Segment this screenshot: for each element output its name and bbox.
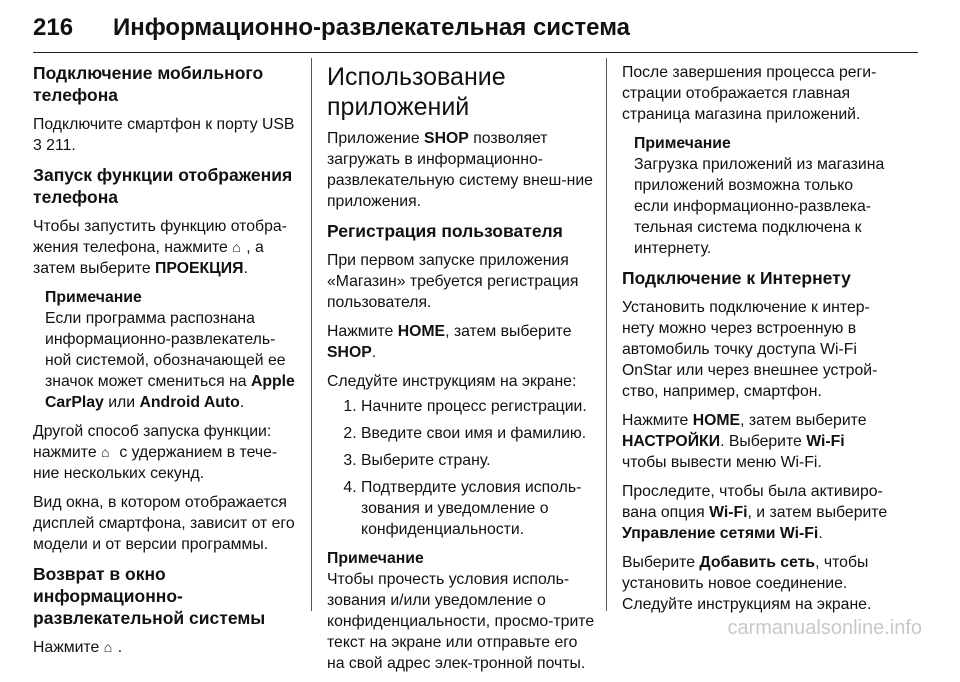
list-item: 4. Подтвердите условия исполь-зования и уведомление о конфиденциальности. xyxy=(361,477,599,540)
heading-return: Возврат в окно информационно-развлекательной системы xyxy=(33,564,266,628)
home-icon: ⌂ xyxy=(103,639,113,655)
heading-connect-phone: Подключение мобильного телефона xyxy=(33,63,264,105)
paragraph-start: Чтобы запустить функцию отобра-жения телефона, нажмите ⌂ , а затем выберите ПРОЕКЦИЯ. xyxy=(33,218,287,277)
list-item: 3. Выберите страну. xyxy=(361,450,599,471)
watermark: carmanualsonline.info xyxy=(727,617,922,639)
home-icon: ⌂ xyxy=(232,239,241,255)
home-icon: ⌂ xyxy=(101,444,110,460)
heading-registration: Регистрация пользователя xyxy=(327,221,563,241)
list-item: 2. Введите свои имя и фамилию. xyxy=(361,423,599,444)
paragraph-add-network: Выберите Добавить сеть, чтобы установить новое соединение. xyxy=(622,554,869,592)
note-title: Примечание xyxy=(634,135,731,152)
paragraph-press-settings: Нажмите HOME, затем выберите НАСТРОЙКИ. Выберите Wi-Fi чтобы вывести меню Wi-Fi. xyxy=(622,412,867,471)
steps-list xyxy=(327,396,599,540)
note-block xyxy=(327,548,599,674)
column-divider-1 xyxy=(311,58,312,611)
paragraph-connect: Подключите смартфон к порту USB 3 211. xyxy=(33,116,295,154)
note-text: Загрузка приложений из магазина приложений возможна только если информационно-развлека-тельная система подключена к интернету. xyxy=(634,156,885,257)
paragraph-check-wifi: Проследите, чтобы была активиро-вана опция Wi-Fi, и затем выберите Управление сетями Wi-Fi. xyxy=(622,483,888,542)
note-title: Примечание xyxy=(45,289,142,306)
page-number: 216 xyxy=(33,14,74,41)
heading-start-projection: Запуск функции отображения телефона xyxy=(33,165,293,207)
page-ref: 3 211. xyxy=(33,137,76,154)
column-1 xyxy=(33,62,301,666)
paragraph-other-way: Другой способ запуска функции: нажмите ⌂ с удержанием в тече-ние нескольких секунд. xyxy=(33,423,278,482)
heading-using-apps: Использование приложений xyxy=(327,63,506,121)
paragraph-follow: Следуйте инструкциям на экране. xyxy=(622,596,872,613)
heading-internet: Подключение к Интернету xyxy=(622,268,851,288)
page-title: Информационно-развлекательная система xyxy=(113,14,630,41)
paragraph-view: Вид окна, в котором отображается дисплей смартфона, зависит от его модели и от версии программы. xyxy=(33,494,295,553)
paragraph-after-registration: После завершения процесса реги-страции отображается главная страница магазина приложений. xyxy=(622,64,877,123)
header-rule xyxy=(33,52,918,53)
column-divider-2 xyxy=(606,58,607,611)
note-title: Примечание xyxy=(327,550,424,567)
page-header xyxy=(33,14,918,42)
paragraph-press-home: Нажмите HOME, затем выберите SHOP. xyxy=(327,323,572,361)
note-text: Чтобы прочесть условия исполь-зования и/или уведомление о конфиденциальности, просмо-трите текст на экране или отправьте его на свой адрес элек-тронной почты. xyxy=(327,571,595,672)
paragraph-internet: Установить подключение к интер-нету можно через встроенную в автомобиль точку доступа Wi-Fi OnStar или через внешнее устрой-ство, например, смартфон. xyxy=(622,299,878,400)
note-text: Если программа распознана информационно-развлекатель-ной системой, обозначающей ее значок может смениться на Apple CarPlay или Android Auto. xyxy=(45,310,295,411)
paragraph-apps: Приложение SHOP позволяет загружать в информационно-развлекательную систему внеш-ние приложения. xyxy=(327,130,593,210)
paragraph-registration: При первом запуске приложения «Магазин» требуется регистрация пользователя. xyxy=(327,252,579,311)
column-3 xyxy=(622,62,890,623)
list-item: 1. Начните процесс регистрации. xyxy=(361,396,599,417)
note-block xyxy=(45,287,301,413)
column-2 xyxy=(327,62,599,682)
paragraph-return: Нажмите ⌂ . xyxy=(33,639,123,656)
paragraph-follow: Следуйте инструкциям на экране: xyxy=(327,373,577,390)
note-block xyxy=(634,133,890,259)
